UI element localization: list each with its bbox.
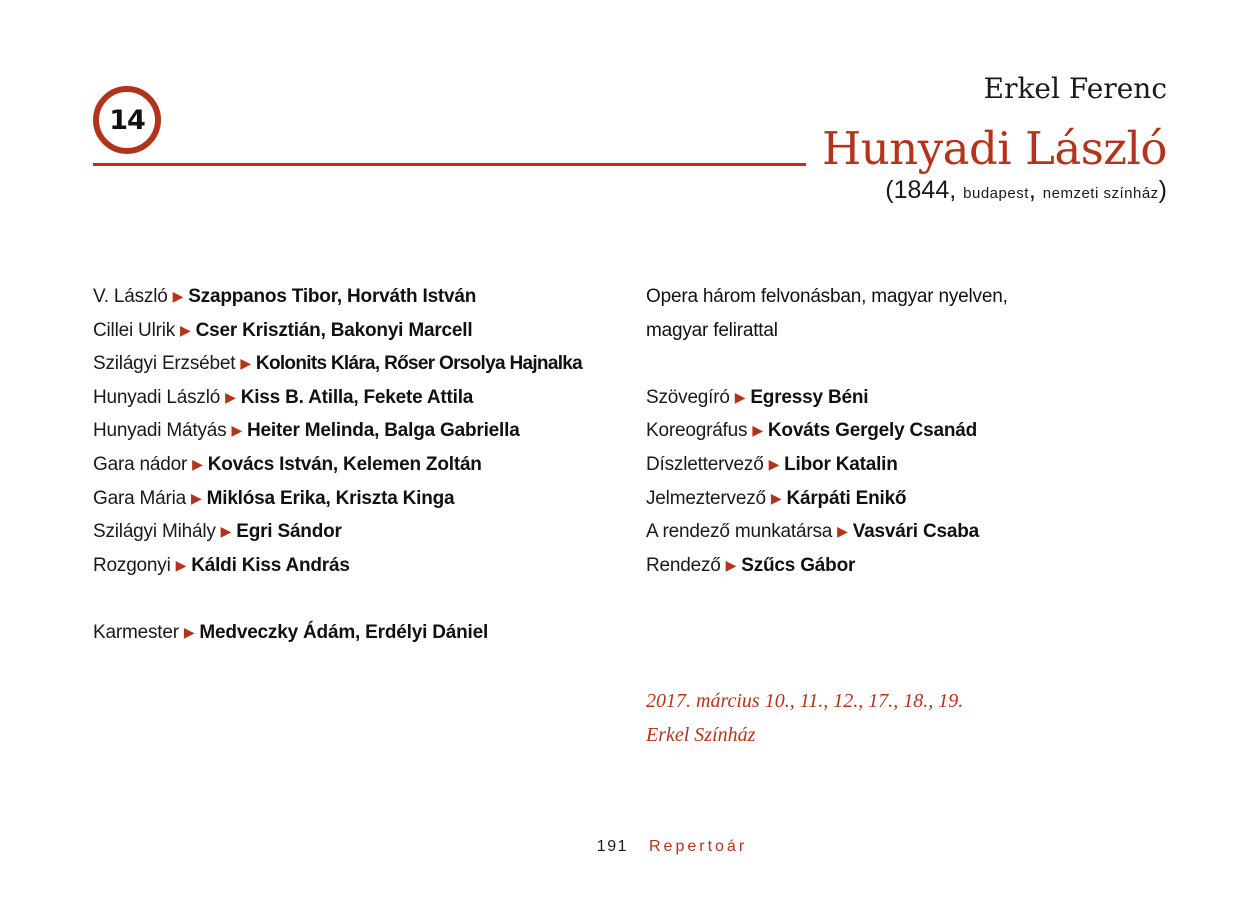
performance-date-list: 2017. március 10., 11., 12., 17., 18., 19. xyxy=(646,690,964,712)
page-number: 191 xyxy=(596,838,628,855)
triangle-right-icon: ▶ xyxy=(752,422,763,439)
production-number-badge xyxy=(93,86,161,154)
cast-row: V. László ▶ Szappanos Tibor, Horváth István xyxy=(93,286,477,307)
cast-row: Gara nádor ▶ Kovács István, Kelemen Zoltán xyxy=(93,453,482,475)
crew-row: A rendező munkatársa ▶ Vasvári Csaba xyxy=(646,521,979,543)
conductor-row: Karmester ▶ Medveczky Ádám, Erdélyi Dániel xyxy=(93,621,489,643)
crew-row: Díszlettervező ▶ Libor Katalin xyxy=(646,453,898,475)
crew-row: Szövegíró ▶ Egressy Béni xyxy=(646,386,869,408)
crew-row: Koreográfus ▶ Kováts Gergely Csanád xyxy=(646,420,977,442)
triangle-right-icon: ▶ xyxy=(175,556,187,573)
triangle-right-icon: ▶ xyxy=(240,355,251,372)
premiere-venue: nemzeti színház xyxy=(1042,185,1159,202)
section-name: Repertoár xyxy=(649,838,748,855)
premiere-year: (1844, xyxy=(885,176,964,204)
cast-list xyxy=(93,280,582,650)
triangle-right-icon: ▶ xyxy=(220,523,232,540)
premiere-city: budapest xyxy=(963,185,1029,202)
triangle-right-icon: ▶ xyxy=(180,321,191,338)
description-line: Opera három felvonásban, magyar nyelven, xyxy=(646,286,1008,307)
triangle-right-icon: ▶ xyxy=(231,422,243,439)
cast-row: Hunyadi Mátyás ▶ Heiter Melinda, Balga Gabriella xyxy=(93,420,520,442)
triangle-right-icon: ▶ xyxy=(725,556,737,573)
triangle-right-icon: ▶ xyxy=(192,455,203,472)
composer-name: Erkel Ferenc xyxy=(983,72,1167,105)
page-footer xyxy=(0,838,1260,860)
triangle-right-icon: ▶ xyxy=(734,388,746,405)
production-info xyxy=(646,280,1008,582)
cast-row: Hunyadi László ▶ Kiss B. Atilla, Fekete Attila xyxy=(93,386,474,408)
performance-dates xyxy=(646,684,963,752)
triangle-right-icon: ▶ xyxy=(191,489,202,506)
description-line: magyar felirattal xyxy=(646,319,778,341)
cast-row: Gara Mária ▶ Miklósa Erika, Kriszta Kinga xyxy=(93,487,455,509)
header-divider xyxy=(93,163,806,166)
premiere-info xyxy=(885,176,1167,205)
cast-row: Szilágyi Mihály ▶ Egri Sándor xyxy=(93,521,342,543)
triangle-right-icon: ▶ xyxy=(172,288,184,304)
triangle-right-icon: ▶ xyxy=(837,523,848,540)
cast-row: Cillei Ulrik ▶ Cser Krisztián, Bakonyi Marcell xyxy=(93,319,473,341)
cast-row: Rozgonyi ▶ Káldi Kiss András xyxy=(93,554,350,576)
triangle-right-icon: ▶ xyxy=(183,623,195,640)
premiere-close: ) xyxy=(1158,176,1167,204)
premiere-separator: , xyxy=(1028,176,1043,204)
opera-title: Hunyadi László xyxy=(822,122,1167,175)
performance-venue: Erkel Színház xyxy=(646,724,756,746)
triangle-right-icon: ▶ xyxy=(225,388,236,405)
triangle-right-icon: ▶ xyxy=(768,455,780,472)
crew-row: Jelmeztervező ▶ Kárpáti Enikő xyxy=(646,487,907,509)
cast-row: Szilágyi Erzsébet ▶ Kolonits Klára, Rőser Orsolya Hajnalka xyxy=(93,353,583,375)
crew-row: Rendező ▶ Szűcs Gábor xyxy=(646,554,856,576)
triangle-right-icon: ▶ xyxy=(770,489,782,506)
production-number: 14 xyxy=(109,104,145,136)
